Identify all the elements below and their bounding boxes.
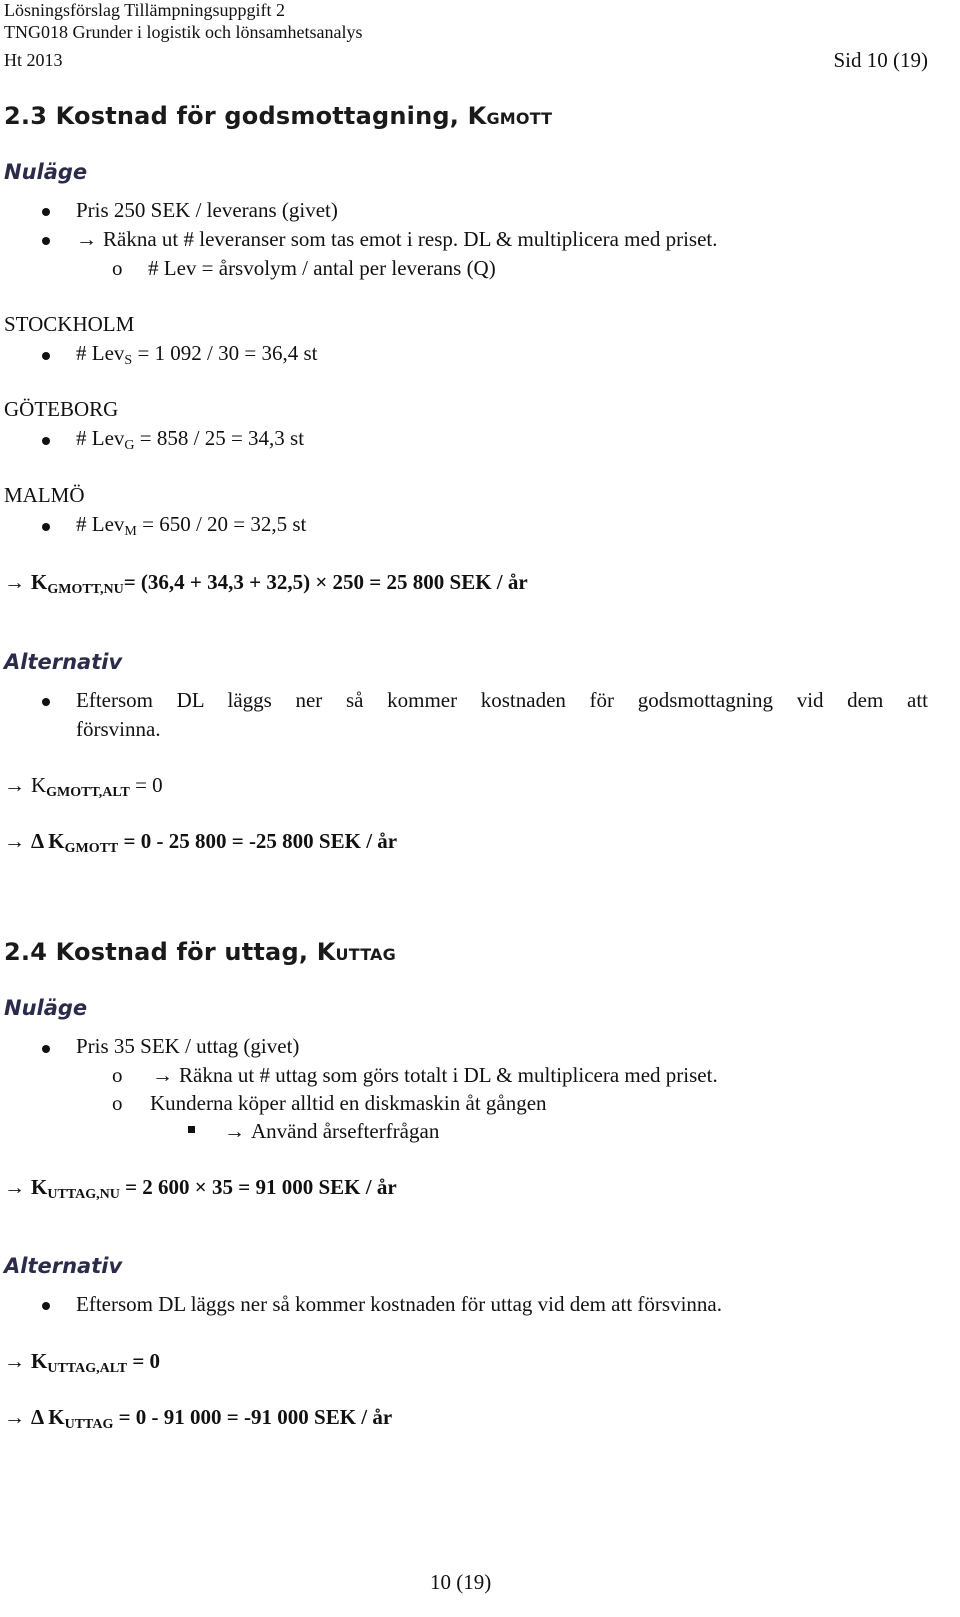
header-course-line2: TNG018 Grunder i logistik och lönsamhetsanalys [4,22,363,42]
arrow-icon: → [4,570,25,594]
city-malmo: MALMÖ [4,483,85,507]
lev-label: # Lev [76,341,125,365]
use-annual-demand [224,1119,439,1144]
header-page-number: Sid 10 (19) [833,48,928,72]
lev-subscript: M [124,524,137,539]
sub-bullet-o: o [112,1063,123,1087]
result-subscript: UTTAG,ALT [47,1361,128,1376]
bullet-icon [42,1045,50,1053]
lev-value: = 858 / 25 = 34,3 st [134,426,305,450]
arrow-icon: → [4,1349,25,1373]
arrow-icon: → [4,1175,25,1199]
bullet-icon [42,698,50,706]
customer-note: Kunderna köper alltid en diskmaskin åt gången [150,1091,547,1115]
section-2-4-title [4,938,396,966]
sub-bullet-o: o [112,1091,123,1115]
calc-instruction-text: Räkna ut # uttag som görs totalt i DL & multiplicera med priset. [179,1063,718,1087]
alt-bullet-line2: försvinna. [76,717,161,741]
arrow-icon: → [4,829,25,853]
subheading-nulage: Nuläge [4,996,88,1020]
footer-page-number: 10 (19) [430,1570,492,1594]
delta-subscript: GMOTT [64,841,119,856]
bullet-icon [42,1302,50,1310]
delta-value: = 0 - 91 000 = -91 000 SEK / år [113,1405,393,1429]
alt-bullet: Eftersom DL läggs ner så kommer kostnaden för uttag vid dem att försvinna. [76,1292,722,1316]
section-title-subscript: UTTAG [335,945,396,964]
result-subscript: GMOTT,ALT [46,785,130,800]
lev-value: = 650 / 20 = 32,5 st [136,512,307,536]
arrow-icon: → [152,1063,173,1087]
delta-kuttag [4,1405,392,1433]
result-label: K [31,773,47,797]
price-bullet: Pris 35 SEK / uttag (givet) [76,1034,300,1058]
calc-instruction [152,1063,718,1088]
delta-label: Δ K [31,829,65,853]
lev-value: = 1 092 / 30 = 36,4 st [132,341,318,365]
subheading-alternativ: Alternativ [4,650,123,674]
formula-lev: # Lev = årsvolym / antal per leverans (Q) [148,256,496,280]
sub-bullet-o: o [112,256,123,280]
result-label: K [31,1349,48,1373]
header-course-line1: Lösningsförslag Tillämpningsuppgift 2 [4,0,286,20]
lev-subscript: G [124,438,135,453]
arrow-icon: → [4,1405,25,1429]
header-term: Ht 2013 [4,50,63,70]
lev-malmo [76,512,306,540]
subheading-nulage: Nuläge [4,160,88,184]
result-label: K [31,570,48,594]
section-2-3-title [4,102,552,130]
bullet-icon [42,523,50,531]
lev-goteborg [76,426,304,454]
result-value: = 0 [129,773,163,797]
calc-instruction-text: Räkna ut # leveranser som tas emot i resp. DL & multiplicera med priset. [103,227,718,251]
result-label: K [31,1175,48,1199]
result-kuttag-nu [4,1175,397,1203]
lev-subscript: S [124,353,133,368]
bullet-icon [42,208,50,216]
calc-instruction-bullet [76,227,717,252]
bullet-icon [42,437,50,445]
delta-kgmott [4,829,397,857]
result-kuttag-alt [4,1349,160,1377]
bullet-icon [42,352,50,360]
arrow-icon: → [224,1119,245,1143]
square-bullet-icon [188,1126,195,1133]
delta-value: = 0 - 25 800 = -25 800 SEK / år [118,829,398,853]
subheading-alternativ: Alternativ [4,1254,123,1278]
price-bullet: Pris 250 SEK / leverans (givet) [76,198,338,222]
use-annual-demand-text: Använd årsefterfrågan [251,1119,440,1143]
bullet-icon [42,237,50,245]
alt-bullet-line1: Eftersom DL läggs ner så kommer kostnaden för godsmottagning vid dem att [76,688,928,712]
lev-stockholm [76,341,317,369]
result-subscript: UTTAG,NU [47,1187,120,1202]
section-title-text: 2.3 Kostnad för godsmottagning, K [4,102,487,130]
arrow-icon: → [76,227,97,251]
result-kgmott-alt [4,773,163,801]
delta-label: Δ K [31,1405,65,1429]
result-value: = (36,4 + 34,3 + 32,5) × 250 = 25 800 SEK / år [123,570,528,594]
result-kgmott-nu [4,570,528,598]
result-subscript: GMOTT,NU [47,582,124,597]
delta-subscript: UTTAG [64,1417,114,1432]
lev-label: # Lev [76,426,125,450]
city-goteborg: GÖTEBORG [4,397,119,421]
city-stockholm: STOCKHOLM [4,312,135,336]
section-title-subscript: GMOTT [486,109,553,128]
arrow-icon: → [4,773,25,797]
section-title-text: 2.4 Kostnad för uttag, K [4,938,336,966]
result-value: = 2 600 × 35 = 91 000 SEK / år [119,1175,397,1199]
result-value: = 0 [127,1349,161,1373]
lev-label: # Lev [76,512,125,536]
